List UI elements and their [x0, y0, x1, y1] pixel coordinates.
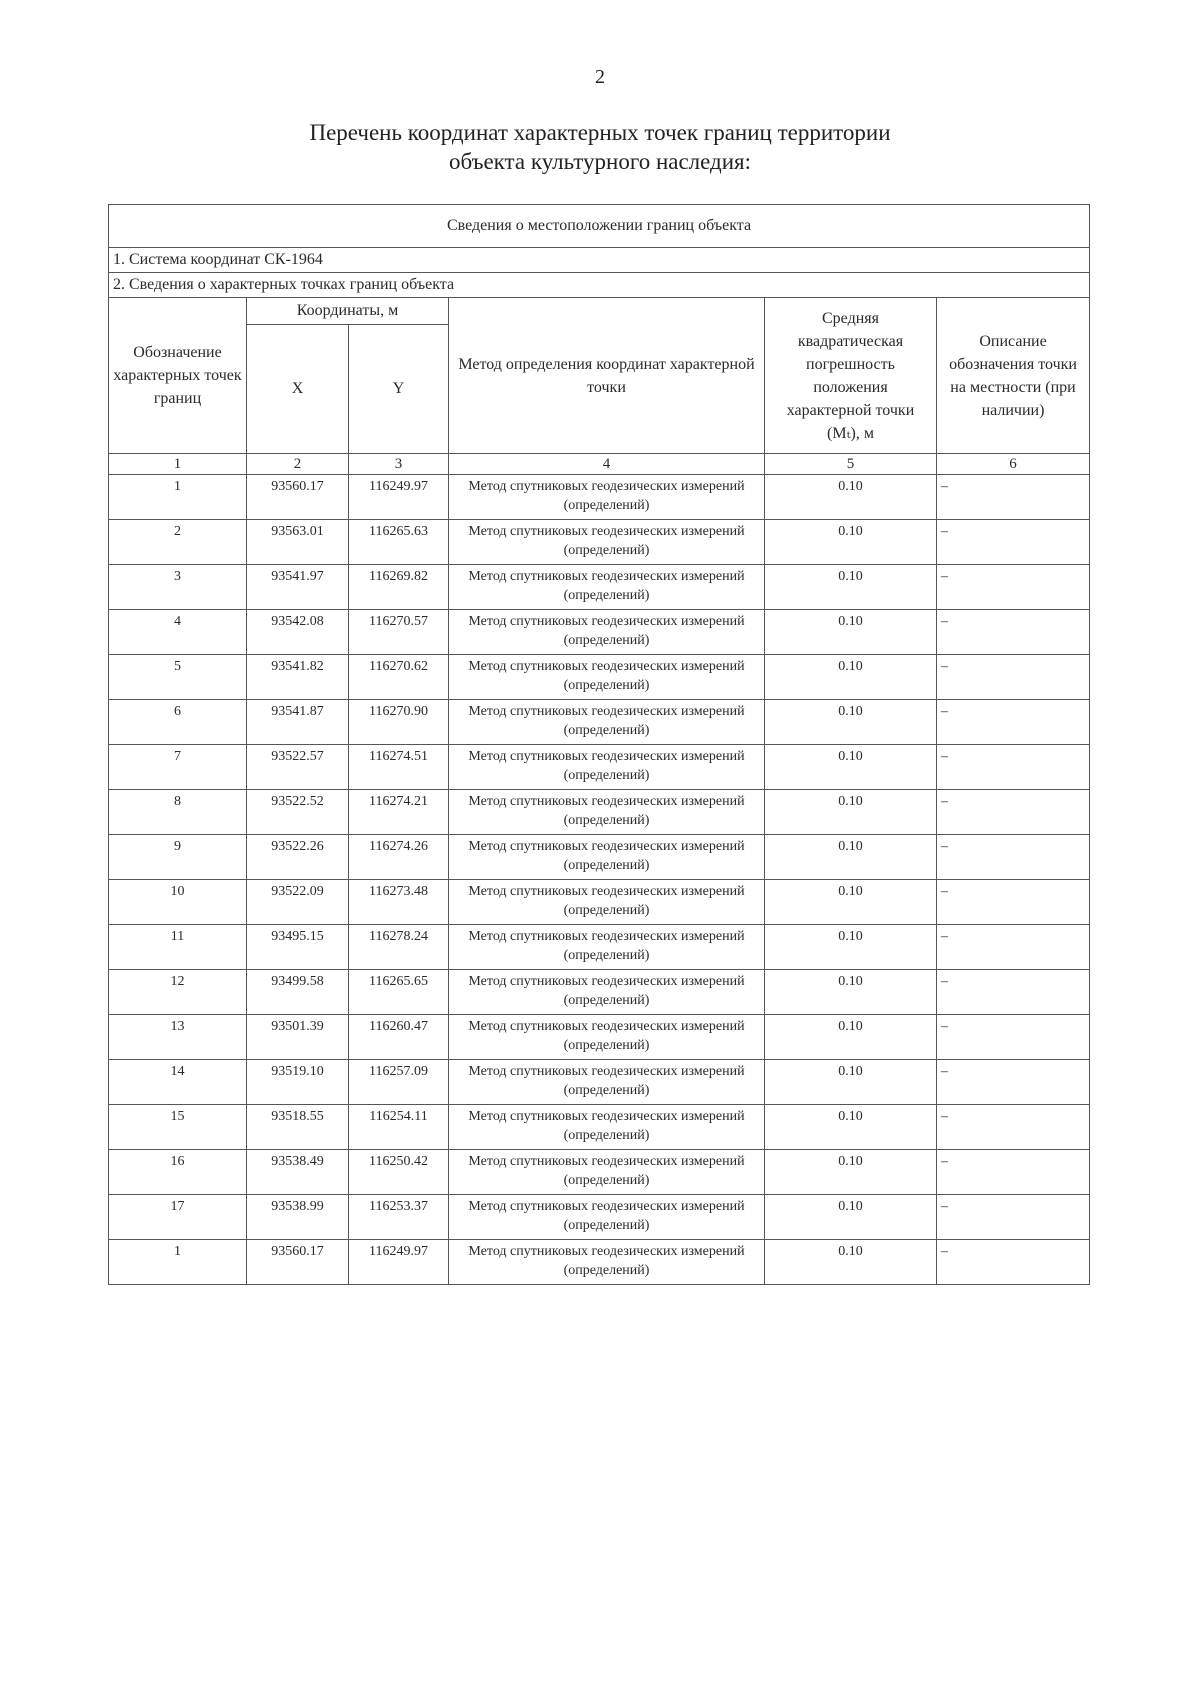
- coordinate-x: 93541.82: [247, 655, 349, 700]
- coordinate-x: 93522.09: [247, 880, 349, 925]
- point-number: 6: [109, 700, 247, 745]
- coordinate-y: 116249.97: [349, 1240, 449, 1285]
- method-cell: Метод спутниковых геодезических измерений (определений): [449, 1060, 765, 1105]
- method-cell: Метод спутниковых геодезических измерений (определений): [449, 880, 765, 925]
- table-row: [109, 1150, 1090, 1195]
- point-number: 1: [109, 1240, 247, 1285]
- description-cell: –: [937, 610, 1090, 655]
- method-cell: Метод спутниковых геодезических измерений (определений): [449, 925, 765, 970]
- coordinate-x: 93541.97: [247, 565, 349, 610]
- coordinate-y: 116265.63: [349, 520, 449, 565]
- header-y: Y: [349, 325, 449, 454]
- document-title: [0, 118, 1200, 176]
- point-number: 17: [109, 1195, 247, 1240]
- error-value: 0.10: [765, 1105, 937, 1150]
- description-cell: –: [937, 790, 1090, 835]
- method-cell: Метод спутниковых геодезических измерений (определений): [449, 835, 765, 880]
- page-number: 2: [595, 66, 605, 88]
- column-number: 5: [765, 454, 937, 475]
- method-cell: Метод спутниковых геодезических измерений (определений): [449, 1195, 765, 1240]
- coordinate-x: 93519.10: [247, 1060, 349, 1105]
- description-cell: –: [937, 565, 1090, 610]
- description-cell: –: [937, 700, 1090, 745]
- point-number: 11: [109, 925, 247, 970]
- table-row: [109, 925, 1090, 970]
- table-row: [109, 610, 1090, 655]
- method-cell: Метод спутниковых геодезических измерений (определений): [449, 520, 765, 565]
- error-value: 0.10: [765, 880, 937, 925]
- description-cell: –: [937, 1240, 1090, 1285]
- error-value: 0.10: [765, 1240, 937, 1285]
- table-title: Сведения о местоположении границ объекта: [109, 205, 1090, 248]
- method-cell: Метод спутниковых геодезических измерений (определений): [449, 700, 765, 745]
- column-number: 3: [349, 454, 449, 475]
- coordinate-x: 93542.08: [247, 610, 349, 655]
- coordinate-y: 116250.42: [349, 1150, 449, 1195]
- table-row: [109, 700, 1090, 745]
- description-cell: –: [937, 1015, 1090, 1060]
- error-value: 0.10: [765, 700, 937, 745]
- column-number: 6: [937, 454, 1090, 475]
- method-cell: Метод спутниковых геодезических измерений (определений): [449, 1240, 765, 1285]
- error-value: 0.10: [765, 745, 937, 790]
- method-cell: Метод спутниковых геодезических измерений (определений): [449, 1015, 765, 1060]
- point-number: 16: [109, 1150, 247, 1195]
- table-row: [109, 1105, 1090, 1150]
- table-row: [109, 745, 1090, 790]
- description-cell: –: [937, 1195, 1090, 1240]
- header-description: Описание обозначения точки на местности (при наличии): [937, 298, 1090, 454]
- table-row: [109, 790, 1090, 835]
- point-number: 1: [109, 475, 247, 520]
- coordinate-x: 93538.99: [247, 1195, 349, 1240]
- method-cell: Метод спутниковых геодезических измерений (определений): [449, 1150, 765, 1195]
- point-number: 14: [109, 1060, 247, 1105]
- method-cell: Метод спутниковых геодезических измерений (определений): [449, 655, 765, 700]
- error-value: 0.10: [765, 655, 937, 700]
- point-number: 2: [109, 520, 247, 565]
- coordinate-y: 116270.90: [349, 700, 449, 745]
- error-value: 0.10: [765, 925, 937, 970]
- point-number: 8: [109, 790, 247, 835]
- coordinate-y: 116254.11: [349, 1105, 449, 1150]
- point-number: 4: [109, 610, 247, 655]
- coordinate-y: 116260.47: [349, 1015, 449, 1060]
- column-numbers-row: [109, 454, 1090, 475]
- column-number: 1: [109, 454, 247, 475]
- table-row: [109, 1240, 1090, 1285]
- description-cell: –: [937, 1105, 1090, 1150]
- error-value: 0.10: [765, 565, 937, 610]
- coordinate-x: 93522.57: [247, 745, 349, 790]
- table-row: [109, 1015, 1090, 1060]
- error-value: 0.10: [765, 1060, 937, 1105]
- header-x: X: [247, 325, 349, 454]
- description-cell: –: [937, 745, 1090, 790]
- description-cell: –: [937, 520, 1090, 565]
- coordinates-table: [108, 204, 1090, 1285]
- table-row: [109, 520, 1090, 565]
- header-method: Метод определения координат характерной точки: [449, 298, 765, 454]
- table-row: [109, 970, 1090, 1015]
- coordinate-system: 1. Система координат СК-1964: [109, 248, 1090, 273]
- method-cell: Метод спутниковых геодезических измерений (определений): [449, 1105, 765, 1150]
- description-cell: –: [937, 1150, 1090, 1195]
- point-number: 5: [109, 655, 247, 700]
- method-cell: Метод спутниковых геодезических измерений (определений): [449, 970, 765, 1015]
- coordinate-x: 93522.52: [247, 790, 349, 835]
- coordinate-y: 116274.26: [349, 835, 449, 880]
- coordinate-y: 116257.09: [349, 1060, 449, 1105]
- description-cell: –: [937, 475, 1090, 520]
- table-row: [109, 1195, 1090, 1240]
- coordinate-y: 116274.21: [349, 790, 449, 835]
- description-cell: –: [937, 1060, 1090, 1105]
- coordinate-y: 116249.97: [349, 475, 449, 520]
- coordinate-y: 116273.48: [349, 880, 449, 925]
- description-cell: –: [937, 655, 1090, 700]
- table-row: [109, 1060, 1090, 1105]
- error-value: 0.10: [765, 475, 937, 520]
- method-cell: Метод спутниковых геодезических измерений (определений): [449, 790, 765, 835]
- coordinate-x: 93563.01: [247, 520, 349, 565]
- coordinate-y: 116269.82: [349, 565, 449, 610]
- column-number: 4: [449, 454, 765, 475]
- description-cell: –: [937, 970, 1090, 1015]
- error-value: 0.10: [765, 835, 937, 880]
- coordinate-y: 116265.65: [349, 970, 449, 1015]
- coordinate-y: 116270.62: [349, 655, 449, 700]
- header-error: Средняя квадратическая погрешность положения характерной точки (Mₜ), м: [765, 298, 937, 454]
- table-row: [109, 835, 1090, 880]
- method-cell: Метод спутниковых геодезических измерений (определений): [449, 745, 765, 790]
- coordinate-y: 116278.24: [349, 925, 449, 970]
- coordinate-x: 93541.87: [247, 700, 349, 745]
- error-value: 0.10: [765, 970, 937, 1015]
- description-cell: –: [937, 880, 1090, 925]
- table-row: [109, 565, 1090, 610]
- coordinate-x: 93538.49: [247, 1150, 349, 1195]
- table-row: [109, 655, 1090, 700]
- description-cell: –: [937, 835, 1090, 880]
- header-coordinates: Координаты, м: [247, 298, 449, 325]
- table-rows: [109, 475, 1090, 1285]
- title-line-2: объекта культурного наследия:: [448, 149, 752, 174]
- error-value: 0.10: [765, 790, 937, 835]
- coordinate-x: 93499.58: [247, 970, 349, 1015]
- point-number: 7: [109, 745, 247, 790]
- table-row: [109, 880, 1090, 925]
- coordinate-y: 116270.57: [349, 610, 449, 655]
- method-cell: Метод спутниковых геодезических измерений (определений): [449, 475, 765, 520]
- coordinate-x: 93495.15: [247, 925, 349, 970]
- title-line-1: Перечень координат характерных точек границ территории: [309, 120, 891, 145]
- coordinate-x: 93522.26: [247, 835, 349, 880]
- point-number: 15: [109, 1105, 247, 1150]
- method-cell: Метод спутниковых геодезических измерений (определений): [449, 565, 765, 610]
- table-row: [109, 475, 1090, 520]
- method-cell: Метод спутниковых геодезических измерений (определений): [449, 610, 765, 655]
- error-value: 0.10: [765, 1150, 937, 1195]
- coordinate-y: 116253.37: [349, 1195, 449, 1240]
- coordinate-y: 116274.51: [349, 745, 449, 790]
- coordinate-x: 93518.55: [247, 1105, 349, 1150]
- coordinate-x: 93501.39: [247, 1015, 349, 1060]
- column-number: 2: [247, 454, 349, 475]
- error-value: 0.10: [765, 610, 937, 655]
- header-designation: Обозначение характерных точек границ: [109, 298, 247, 454]
- point-number: 13: [109, 1015, 247, 1060]
- error-value: 0.10: [765, 1015, 937, 1060]
- coordinate-x: 93560.17: [247, 1240, 349, 1285]
- point-number: 3: [109, 565, 247, 610]
- error-value: 0.10: [765, 1195, 937, 1240]
- point-number: 9: [109, 835, 247, 880]
- description-cell: –: [937, 925, 1090, 970]
- section-heading: 2. Сведения о характерных точках границ объекта: [109, 273, 1090, 298]
- coordinate-x: 93560.17: [247, 475, 349, 520]
- point-number: 12: [109, 970, 247, 1015]
- error-value: 0.10: [765, 520, 937, 565]
- point-number: 10: [109, 880, 247, 925]
